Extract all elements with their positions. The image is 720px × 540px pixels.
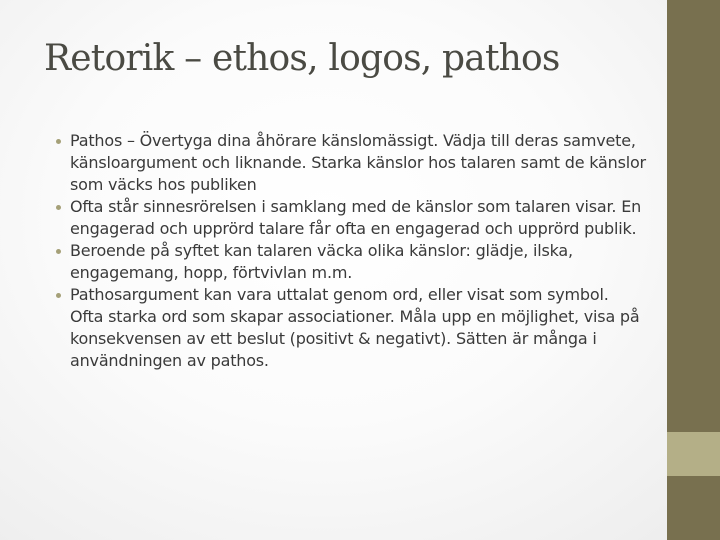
- bullet-item: [56, 284, 646, 372]
- bullet-icon: [56, 205, 61, 210]
- slide-title: Retorik – ethos, logos, pathos: [44, 38, 560, 79]
- sidebar-accent-block: [667, 432, 720, 476]
- bullet-item: [56, 196, 646, 240]
- bullet-item: [56, 130, 646, 196]
- bullet-text: Pathos – Övertyga dina åhörare känslomässigt. Vädja till deras samvete, känsloargument och liknande. Starka känslor hos talaren samt de känslor som väcks hos publiken: [70, 131, 646, 194]
- bullet-text: Pathosargument kan vara uttalat genom ord, eller visat som symbol. Ofta starka ord som skapar associationer. Måla upp en möjlighet, visa på konsekvensen av ett beslut (positivt & negativt). Sätten är många i användningen av pathos.: [70, 285, 640, 370]
- bullet-icon: [56, 139, 61, 144]
- bullet-icon: [56, 293, 61, 298]
- bullet-text: Ofta står sinnesrörelsen i samklang med de känslor som talaren visar. En engagerad och upprörd talare får ofta en engagerad och upprörd publik.: [70, 197, 642, 238]
- bullet-list: [56, 130, 646, 372]
- bullet-text: Beroende på syftet kan talaren väcka olika känslor: glädje, ilska, engagemang, hopp, förtvivlan m.m.: [70, 241, 573, 282]
- bullet-icon: [56, 249, 61, 254]
- bullet-item: [56, 240, 646, 284]
